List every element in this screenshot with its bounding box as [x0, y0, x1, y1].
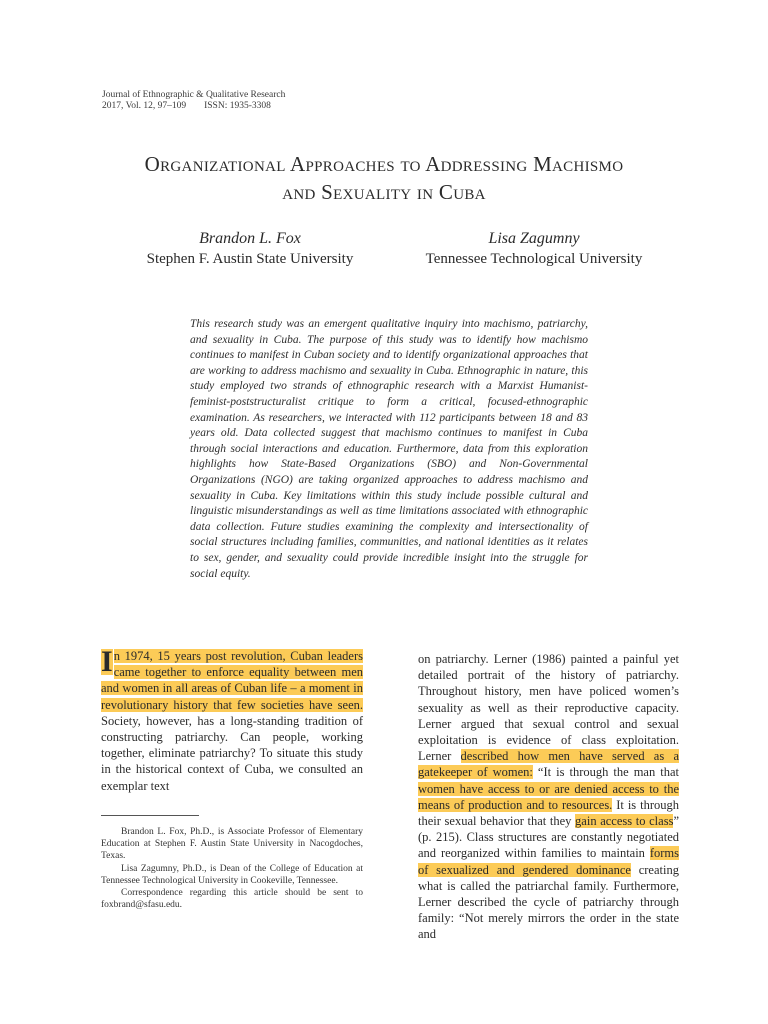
journal-header: [102, 90, 285, 112]
journal-volume-line: [102, 101, 285, 112]
body-text: creating what is called the patriarchal family. Furthermore, Lerner described the cycle of patriarchy through family: “Not merely mirrors the order in the state and: [418, 862, 679, 942]
author-affiliation: Stephen F. Austin State University: [146, 251, 354, 267]
body-text: on patriarchy. Lerner (1986) painted a painful yet detailed portrait of the history of patriarchy. Throughout history, men have policed women’s sexuality as well as their reproductive capacity. Lerner argued that sexual control and sexual exploitation is evidence of class exploitation. Lerner: [418, 652, 679, 764]
journal-name: Journal of Ethnographic & Qualitative Research: [102, 90, 286, 100]
highlighted-text: n 1974, 15 years post revolution, Cuban leaders came together to enforce equality between men and women in all areas of Cuban life – a moment in revolutionary history that few societies have seen.: [101, 649, 363, 712]
body-text: ” (p. 215). Class structures are constantly negotiated and reorganized within families to maintain: [418, 814, 679, 861]
abstract: This research study was an emergent qualitative inquiry into machismo, patriarchy, and sexuality in Cuba. The purpose of this study was to identify how machismo continues to manifest in Cuban society and to identify organizational approaches that are working to address machismo and sexuality in Cuba. Ethnographic in nature, this study employed two strands of ethnographic research with a Marxist Humanist-feminist-poststructuralist critique to form a critical, focused-ethnographic examination. As researchers, we interacted with 112 participants between 18 and 83 years old. Data collected suggest that machismo continues to manifest in Cuba through social interactions and education. Furthermore, data from this exploration highlights how State-Based Organizations (SBO) and Non-Governmental Organizations (NGO) are taking organized approaches to address machismo and sexuality in Cuba. Key limitations within this study include possible cultural and linguistic misunderstandings as well as time limitations associated with ethnographic data collection. Future studies examining the complexity and intersectionality of social structures including families, communities, and national identities as it relates to sex, gender, and sexuality could provide incredible insight into the struggle for social equity.: [190, 318, 588, 580]
footnote-fox: Brandon L. Fox, Ph.D., is Associate Professor of Elementary Education at Stephen F. Austin State University in Nacogdoches, Texas.: [101, 827, 363, 862]
highlighted-text: women have access to or are denied access to the means of production and to resources.: [418, 781, 679, 812]
author-block-zagumny: [396, 229, 672, 269]
author-block-fox: [110, 229, 390, 269]
footnotes: [101, 826, 363, 911]
highlighted-text: gain access to class: [575, 814, 674, 829]
drop-cap: I: [101, 645, 113, 678]
body-column-right: [418, 651, 679, 943]
footnote-divider: [101, 815, 199, 816]
body-text: “It is through the man that: [532, 765, 679, 780]
footnote-zagumny: Lisa Zagumny, Ph.D., is Dean of the College of Education at Tennessee Technological University in Cookeville, Tennessee.: [101, 863, 363, 886]
author-affiliation: Tennessee Technological University: [425, 251, 643, 267]
journal-volume: 2017, Vol. 12, 97–109: [102, 101, 187, 111]
paper-title-line-1: Organizational Approaches to Addressing Machismo: [144, 152, 624, 176]
highlighted-text: forms of sexualized and gendered dominance: [418, 846, 679, 877]
body-text: Society, however, has a long-standing tradition of constructing patriarchy. Can people, working together, eliminate patriarchy? To situate this study in the historical context of Cuba, we consulted an exemplar text: [101, 713, 363, 793]
highlighted-text: described how men have served as a gatekeeper of women:: [418, 749, 679, 780]
body-text: It is through their sexual behavior that they: [418, 797, 679, 829]
author-name: Lisa Zagumny: [488, 230, 580, 247]
journal-issn: ISSN: 1935-3308: [204, 101, 271, 111]
body-column-left: [101, 645, 363, 794]
author-name: Brandon L. Fox: [199, 230, 301, 247]
footnote-correspondence: Correspondence regarding this article should be sent to foxbrand@sfasu.edu.: [101, 888, 363, 911]
paper-title: [60, 150, 708, 206]
paper-title-line-2: and Sexuality in Cuba: [282, 180, 486, 204]
